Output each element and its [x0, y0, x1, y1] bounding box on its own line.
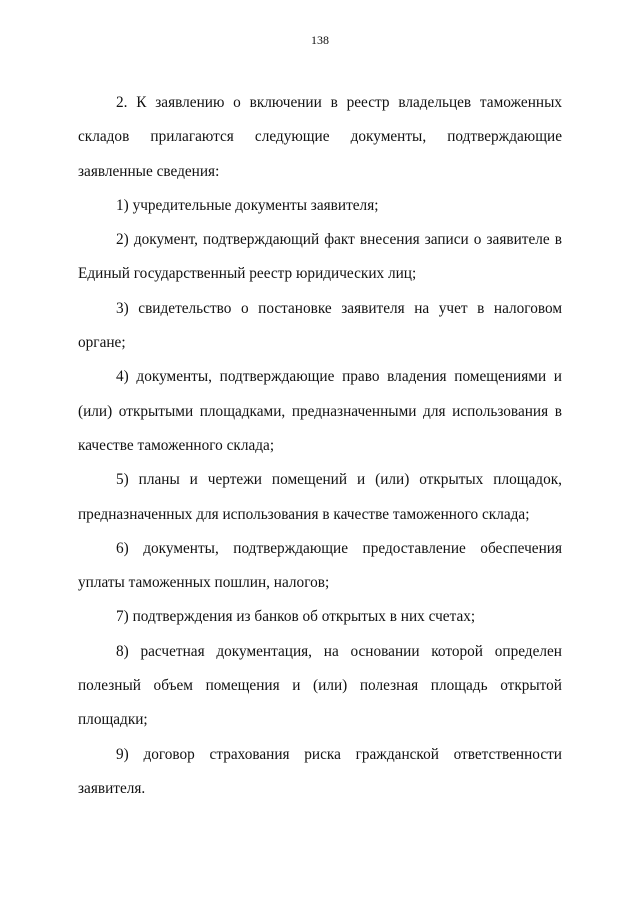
- list-item-1: 1) учредительные документы заявителя;: [116, 196, 379, 214]
- list-item-4: 4) документы, подтверждающие право владения помещениями и (или) открытыми площадками, предназначенными для использования в качестве таможенного склада;: [78, 368, 562, 454]
- list-item-9: 9) договор страхования риска гражданской ответственности заявителя.: [78, 745, 562, 797]
- paragraph-intro: 2. К заявлению о включении в реестр владельцев таможенных складов прилагаются следующие документы, подтверждающие заявленные сведения:: [78, 94, 562, 180]
- list-item-3: 3) свидетельство о постановке заявителя на учет в налоговом органе;: [78, 299, 562, 352]
- list-item-5: 5) планы и чертежи помещений и (или) открытых площадок, предназначенных для использования в качестве таможенного склада;: [78, 471, 562, 523]
- list-item-7: 7) подтверждения из банков об открытых в них счетах;: [116, 608, 476, 626]
- list-item-2: 2) документ, подтверждающий факт внесения записи о заявителе в Единый государственный реестр юридических лиц;: [78, 231, 562, 283]
- list-item-6: 6) документы, подтверждающие предоставление обеспечения уплаты таможенных пошлин, налогов;: [78, 539, 562, 592]
- document-body: [78, 86, 562, 806]
- page-number: 138: [311, 33, 329, 47]
- list-item-8: 8) расчетная документация, на основании которой определен полезный объем помещения и (или) полезная площадь открытой площадки;: [78, 642, 562, 729]
